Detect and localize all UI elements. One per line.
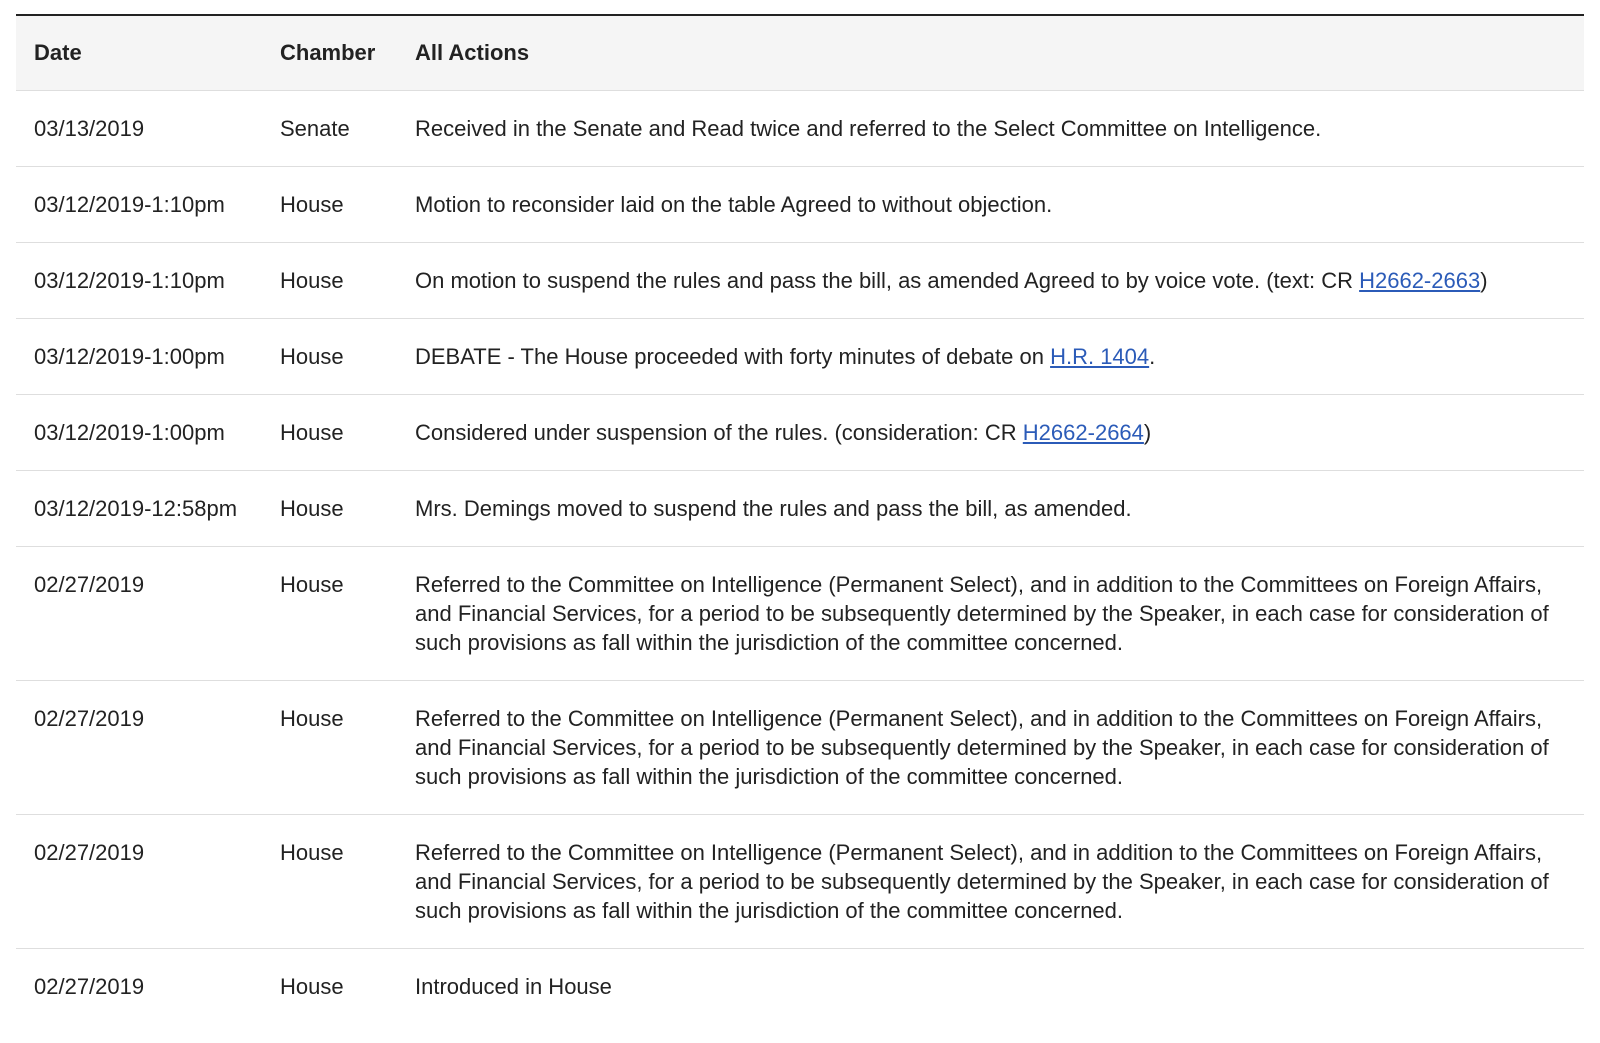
congressional-record-link[interactable]: H2662-2664 xyxy=(1022,420,1144,445)
table-row xyxy=(16,395,1584,471)
action-chamber: House xyxy=(280,395,415,471)
action-text: Received in the Senate and Read twice and referred to the Select Committee on Intelligence. xyxy=(415,116,1322,141)
table-row xyxy=(16,167,1584,243)
congressional-record-link[interactable]: H2662-2663 xyxy=(1359,268,1481,293)
table-row xyxy=(16,949,1584,1025)
action-chamber: House xyxy=(280,681,415,815)
action-text: Referred to the Committee on Intelligence (Permanent Select), and in addition to the Committees on Foreign Affairs, and Financial Services, for a period to be subsequently determined by the Speaker, in each case for consideration of such provisions as fall within the jurisdiction of the committee concerned. xyxy=(415,706,1549,789)
action-date: 02/27/2019 xyxy=(16,547,280,681)
header-row xyxy=(16,15,1584,91)
column-header-actions[interactable]: All Actions xyxy=(415,15,1584,91)
column-header-chamber[interactable]: Chamber xyxy=(280,15,415,91)
action-description xyxy=(415,395,1584,471)
action-chamber: House xyxy=(280,815,415,949)
action-date: 03/12/2019-1:00pm xyxy=(16,319,280,395)
action-text-suffix: ) xyxy=(1143,420,1152,445)
table-row xyxy=(16,91,1584,167)
congressional-record-link[interactable]: H.R. 1404 xyxy=(1050,344,1150,369)
action-chamber: House xyxy=(280,167,415,243)
action-description xyxy=(415,949,1584,1025)
action-text-suffix: . xyxy=(1149,344,1156,369)
action-date: 03/12/2019-1:10pm xyxy=(16,167,280,243)
table-header xyxy=(16,15,1584,91)
action-chamber: House xyxy=(280,319,415,395)
action-date: 03/12/2019-1:00pm xyxy=(16,395,280,471)
table-row xyxy=(16,815,1584,949)
column-header-date[interactable]: Date xyxy=(16,15,280,91)
actions-table xyxy=(16,14,1584,1024)
table-row xyxy=(16,681,1584,815)
action-text: Referred to the Committee on Intelligence (Permanent Select), and in addition to the Committees on Foreign Affairs, and Financial Services, for a period to be subsequently determined by the Speaker, in each case for consideration of such provisions as fall within the jurisdiction of the committee concerned. xyxy=(415,840,1549,923)
action-date: 02/27/2019 xyxy=(34,974,145,999)
action-text: Referred to the Committee on Intelligence (Permanent Select), and in addition to the Committees on Foreign Affairs, and Financial Services, for a period to be subsequently determined by the Speaker, in each case for consideration of such provisions as fall within the jurisdiction of the committee concerned. xyxy=(415,572,1549,655)
action-text-suffix: ) xyxy=(1480,268,1488,293)
action-description xyxy=(415,167,1584,243)
action-text: Introduced in House xyxy=(415,974,612,999)
action-description xyxy=(415,547,1584,681)
table-row xyxy=(16,471,1584,547)
action-date: 03/13/2019 xyxy=(16,91,280,167)
action-chamber: House xyxy=(280,471,415,547)
action-description xyxy=(415,91,1584,167)
table-row xyxy=(16,547,1584,681)
table-row xyxy=(16,319,1584,395)
action-chamber: House xyxy=(280,243,415,319)
action-text: Motion to reconsider laid on the table Agreed to without objection. xyxy=(415,192,1053,217)
action-chamber: House xyxy=(280,547,415,681)
action-description xyxy=(415,243,1584,319)
action-date: 02/27/2019 xyxy=(16,815,280,949)
action-text: Considered under suspension of the rules. (consideration: CR xyxy=(415,420,1023,445)
actions-table-container xyxy=(16,14,1584,1024)
action-description xyxy=(415,471,1584,547)
action-description xyxy=(415,815,1584,949)
table-body xyxy=(16,91,1584,1025)
action-description xyxy=(415,681,1584,815)
table-row xyxy=(16,243,1584,319)
action-text: Mrs. Demings moved to suspend the rules and pass the bill, as amended. xyxy=(415,496,1132,521)
action-date: 02/27/2019 xyxy=(16,681,280,815)
action-date: 03/12/2019-1:10pm xyxy=(16,243,280,319)
action-description xyxy=(415,319,1584,395)
action-chamber: House xyxy=(280,974,344,999)
action-text: On motion to suspend the rules and pass the bill, as amended Agreed to by voice vote. (text: CR xyxy=(415,268,1360,293)
action-chamber: Senate xyxy=(280,91,415,167)
action-date: 03/12/2019-12:58pm xyxy=(16,471,280,547)
action-text: DEBATE - The House proceeded with forty minutes of debate on xyxy=(415,344,1051,369)
